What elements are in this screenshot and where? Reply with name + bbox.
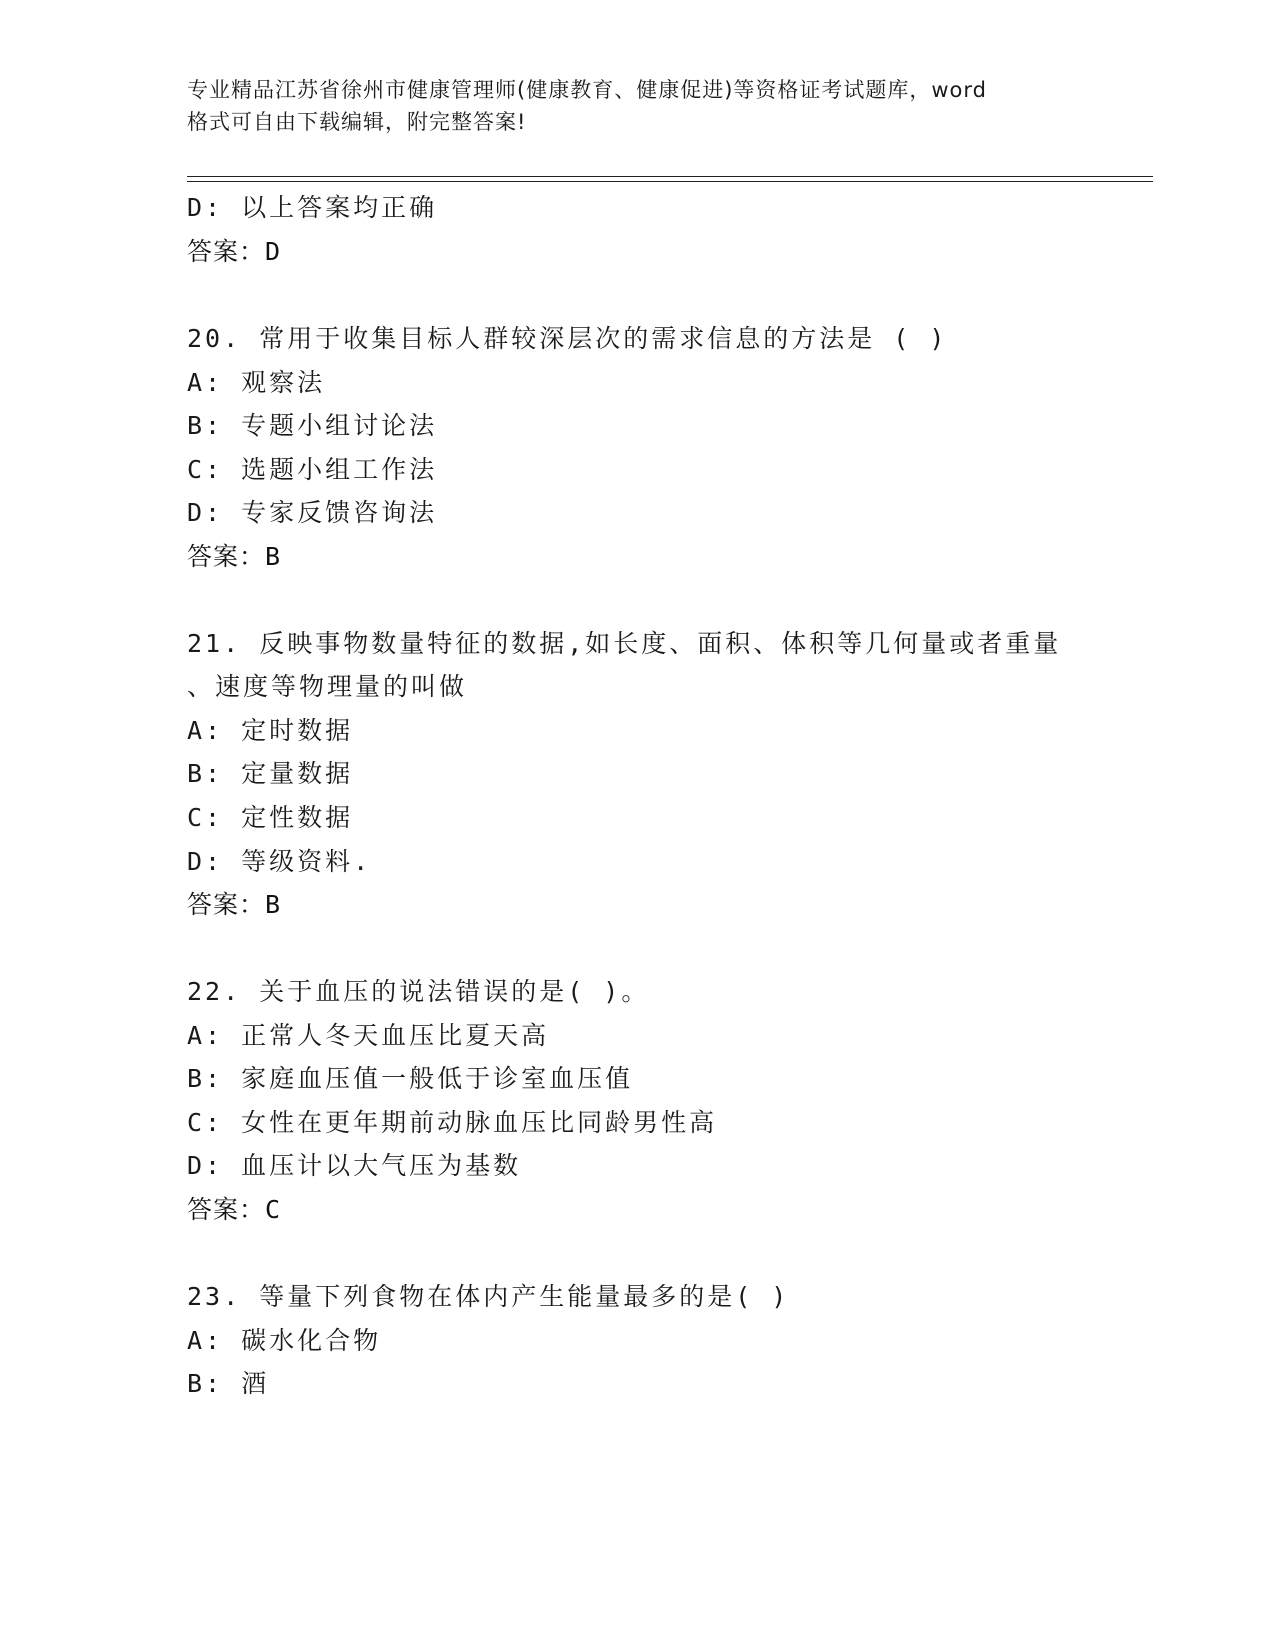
question-21-answer bbox=[187, 885, 281, 921]
question-20-option-a: A: 观察法 bbox=[187, 368, 326, 397]
question-23-option-a: A: 碳水化合物 bbox=[187, 1326, 382, 1355]
question-21-option-c: C: 定性数据 bbox=[187, 803, 354, 832]
answer-label: 答案： bbox=[187, 237, 266, 266]
question-21-option-a: A: 定时数据 bbox=[187, 716, 354, 745]
question-21-option-b: B: 定量数据 bbox=[187, 759, 354, 788]
answer-label: 答案： bbox=[187, 542, 266, 571]
question-20-option-b: B: 专题小组讨论法 bbox=[187, 411, 438, 440]
question-22-answer bbox=[187, 1190, 281, 1226]
question-20-answer bbox=[187, 537, 281, 573]
header-line-2: 格式可自由下载编辑，附完整答案! bbox=[187, 110, 527, 134]
question-22-option-b: B: 家庭血压值一般低于诊室血压值 bbox=[187, 1064, 634, 1093]
header-divider-top bbox=[187, 176, 1153, 177]
header-line-1: 专业精品江苏省徐州市健康管理师(健康教育、健康促进)等资格证考试题库，word bbox=[187, 78, 988, 102]
question-22-option-a: A: 正常人冬天血压比夏天高 bbox=[187, 1021, 550, 1050]
question-20-option-c: C: 选题小组工作法 bbox=[187, 455, 438, 484]
question-21-stem-line-1: 21. 反映事物数量特征的数据,如长度、面积、体积等几何量或者重量 bbox=[187, 629, 1062, 658]
answer-label: 答案： bbox=[187, 890, 266, 919]
page-header bbox=[187, 74, 1087, 138]
answer-label: 答案： bbox=[187, 1195, 266, 1224]
answer-value: B bbox=[265, 890, 282, 919]
header-divider-bottom bbox=[187, 181, 1153, 182]
question-22-stem: 22. 关于血压的说法错误的是( )。 bbox=[187, 977, 650, 1006]
question-20-option-d: D: 专家反馈咨询法 bbox=[187, 498, 438, 527]
question-22-option-d: D: 血压计以大气压为基数 bbox=[187, 1151, 522, 1180]
answer-value: B bbox=[265, 542, 282, 571]
question-20-stem: 20. 常用于收集目标人群较深层次的需求信息的方法是 ( ) bbox=[187, 324, 948, 353]
question-21-option-d: D: 等级资料. bbox=[187, 847, 372, 876]
answer-value: C bbox=[265, 1195, 282, 1224]
prev-option-d: D: 以上答案均正确 bbox=[187, 193, 438, 222]
prev-answer bbox=[187, 232, 281, 268]
question-23-stem: 23. 等量下列食物在体内产生能量最多的是( ) bbox=[187, 1282, 790, 1311]
question-23-option-b: B: 酒 bbox=[187, 1369, 270, 1398]
question-21-stem-line-2: 、速度等物理量的叫做 bbox=[187, 672, 468, 701]
question-22-option-c: C: 女性在更年期前动脉血压比同龄男性高 bbox=[187, 1108, 718, 1137]
answer-value: D bbox=[265, 237, 282, 266]
